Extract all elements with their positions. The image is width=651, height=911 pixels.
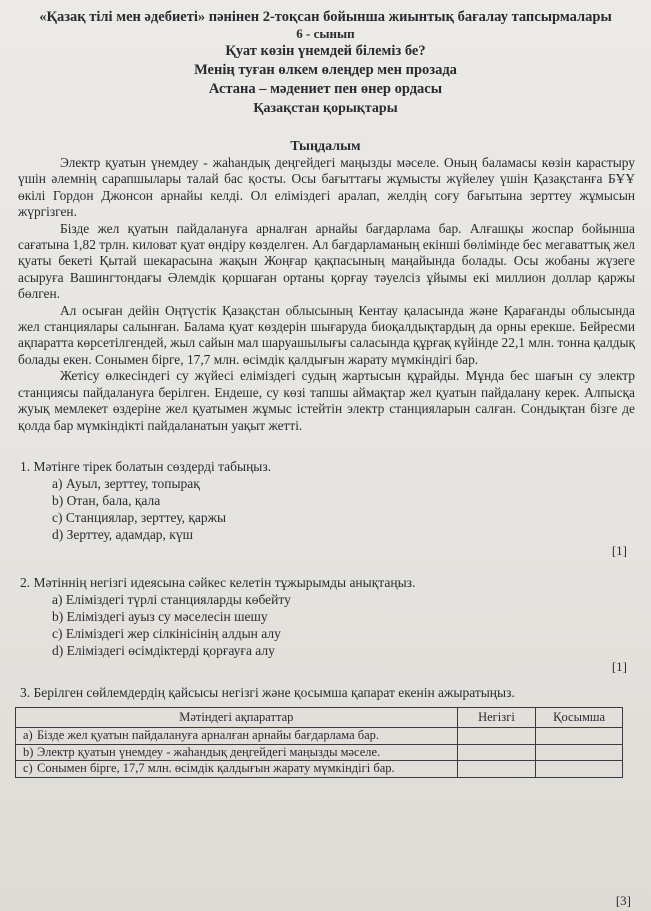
answer-option[interactable]: c) Еліміздегі жер сілкінісінің алдын алу bbox=[52, 625, 281, 641]
section-title: Тыңдалым bbox=[290, 139, 361, 154]
paragraph: Бізде жел қуатын пайдалануға арналған арнайы бағдарлама бар. Алғашқы жоспар бойынша сағатына 1,82 трлн. киловат қуат өндіру көзделген. Ал бағдарламаның екінші бөлімінде бес мегаваттық жел қуаты бекеті Қытай шекарасына жақын Жоңғар қақпасының маңайында болады. Осы жобаны жүзеге асыруға Вашингтондағы Әлемдік қоршаған ортаны қорғау тәуелсіз ұйымы екі миллион доллар қаржы бөлген. bbox=[18, 220, 635, 302]
question-3 bbox=[0, 684, 651, 701]
answer-option[interactable]: a) Ауыл, зерттеу, топырақ bbox=[52, 475, 200, 491]
question-text: 2. Мәтіннің негізгі идеясына сәйкес келетін тұжырымды анықтаңыз. bbox=[20, 574, 416, 590]
question-text: 1. Мәтінге тірек болатын сөздерді табыңыз. bbox=[20, 458, 272, 474]
column-header-info: Мәтіндегі ақпараттар bbox=[16, 707, 458, 728]
unit-title-1: Қуат көзін үнемдей білеміз бе? bbox=[225, 43, 426, 59]
document-header bbox=[0, 0, 651, 118]
row-text: Бізде жел қуатын пайдалануға арналған арнайы бағдарлама бар. bbox=[37, 728, 380, 743]
paragraph: Электр қуатын үнемдеу - жаһандық деңгейдегі маңызды мәселе. Оның баламасы көзін карастыру үшін әлемнің сарапшылары талай бас қосты. Осы бағыттағы жұмысты жүйелеу үшін Қазақстанға БҰҰ өкілі Гордон Джонсон арнайы келді. Ол еліміздегі аралап, желдің соғу бағытына зерттеу жұмысын жүргізген. bbox=[18, 155, 635, 220]
unit-title-4: Қазақстан қорықтары bbox=[253, 101, 398, 116]
question-text: 3. Берілген сөйлемдердің қайсысы негізгі және қосымша қапарат екенін ажыратыңыз. bbox=[20, 684, 515, 700]
answer-option[interactable]: c) Станциялар, зерттеу, қаржы bbox=[52, 509, 227, 525]
row-letter: b) bbox=[23, 744, 34, 759]
table-row bbox=[16, 761, 623, 778]
paragraph: Жетісу өлкесіндегі су жүйесі еліміздегі судың жартысын құрайды. Мұнда бес шағын су электр станциясы пайдалануға берілген. Ендеше, су көзі тапшы аймақтар жел қуатын пайдалану керек. Алпысқа жуық мемлекет өздеріне жел қуатымен жұмыс істейтін электр станцияларын салған. Сондықтан бізге де қолда бар мүмкіндікті пайдаланатын уақыт жетті. bbox=[18, 368, 635, 433]
classification-table bbox=[15, 707, 623, 778]
answer-option[interactable]: b) Отан, бала, қала bbox=[52, 492, 161, 508]
answer-option[interactable]: a) Еліміздегі түрлі станцияларды көбейту bbox=[52, 591, 291, 607]
row-statement bbox=[16, 761, 458, 778]
answer-cell-main[interactable] bbox=[457, 761, 536, 778]
row-statement bbox=[16, 728, 458, 745]
unit-title-2: Менің туған өлкем өлеңдер мен прозада bbox=[194, 62, 457, 78]
row-text: Электр қуатын үнемдеу - жаһандық деңгейдегі маңызды мәселе. bbox=[37, 744, 381, 759]
table-row bbox=[16, 728, 623, 745]
reading-text bbox=[0, 155, 651, 434]
answer-option[interactable]: d) Еліміздегі өсімдіктерді қорғауға алу bbox=[52, 642, 275, 658]
grade-label: 6 - сынып bbox=[296, 26, 355, 41]
row-statement bbox=[16, 744, 458, 761]
answer-option[interactable]: b) Еліміздегі ауыз су мәселесін шешу bbox=[52, 608, 268, 624]
answer-cell-main[interactable] bbox=[457, 728, 536, 745]
worksheet-title: «Қазақ тілі мен әдебиеті» пәнінен 2-тоқсан бойынша жиынтық бағалау тапсырмалары bbox=[39, 9, 612, 25]
unit-title-3: Астана – мәдениет пен өнер ордасы bbox=[208, 81, 443, 97]
question-1 bbox=[0, 458, 651, 558]
answer-cell-additional[interactable] bbox=[536, 728, 623, 745]
row-text: Сонымен бірге, 17,7 млн. өсімдік қалдығын жарату мүмкіндігі бар. bbox=[37, 761, 395, 776]
column-header-main: Негізгі bbox=[457, 707, 536, 728]
paragraph: Ал осыған дейін Оңтүстік Қазақстан облысының Кентау қаласында және Қарағанды облысында жел станциялары салынған. Балама қуат көздерін шығаруда биоқалдықтардың да орны ерекше. Бейресми ақпаратта көрсетілгендей, жыл сайын мал шаруашылығы саласында құрғақ күйінде 22,1 млн. тонна қалдық болады екен. Сонымен бірге, 17,7 млн. өсімдік қалдығын жарату мүмкіндігі бар. bbox=[18, 302, 635, 367]
answer-cell-additional[interactable] bbox=[536, 744, 623, 761]
answer-option[interactable]: d) Зерттеу, адамдар, күш bbox=[52, 526, 194, 542]
column-header-additional: Қосымша bbox=[536, 707, 623, 728]
question-2 bbox=[0, 574, 651, 674]
table-row bbox=[16, 744, 623, 761]
answer-cell-additional[interactable] bbox=[536, 761, 623, 778]
row-letter: c) bbox=[23, 761, 33, 776]
row-letter: a) bbox=[23, 728, 33, 743]
score-mark: [3] bbox=[615, 893, 631, 908]
answer-cell-main[interactable] bbox=[457, 744, 536, 761]
score-mark: [1] bbox=[611, 542, 627, 558]
table-header-row bbox=[16, 707, 623, 728]
score-mark: [1] bbox=[611, 658, 627, 674]
